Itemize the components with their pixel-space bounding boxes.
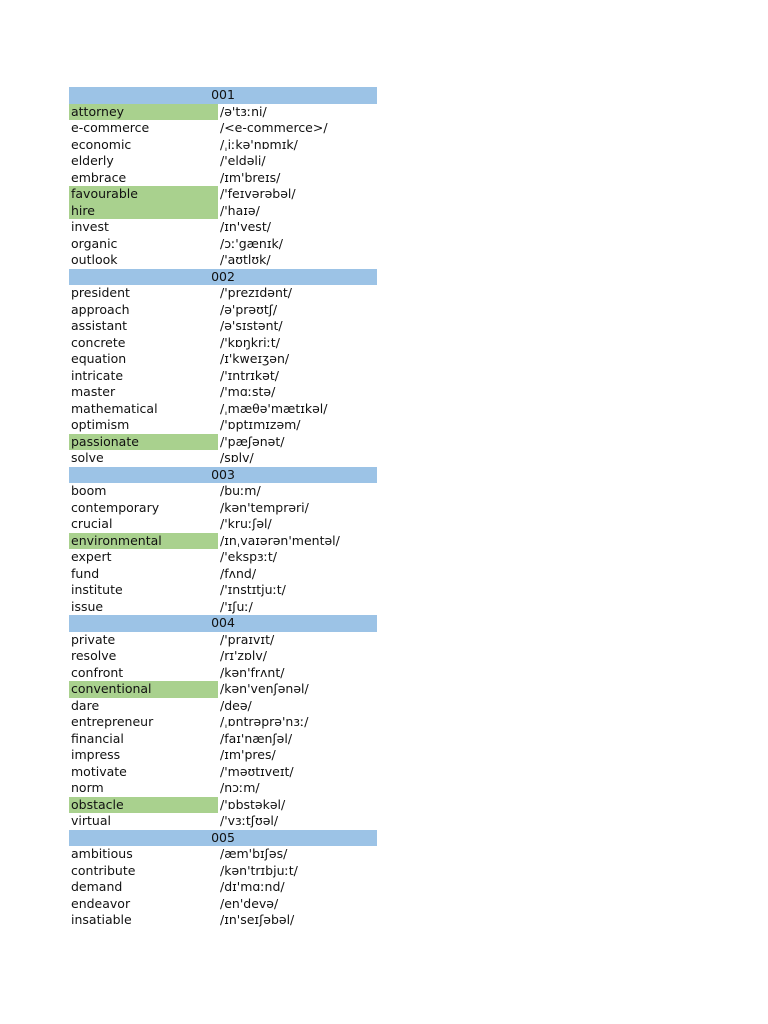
vocab-row [69, 285, 377, 302]
pronunciation-cell: /'kɒŋkriːt/ [220, 334, 280, 350]
vocab-row [69, 599, 377, 616]
vocab-row [69, 582, 377, 599]
word-cell: intricate [71, 367, 124, 383]
word-cell: resolve [71, 648, 117, 663]
pronunciation-cell: /<e-commerce>/ [220, 120, 328, 135]
pronunciation-cell: /ɪn'vest/ [220, 219, 271, 234]
pronunciation-cell: /'məʊtɪveɪt/ [220, 763, 294, 779]
vocab-row [69, 681, 377, 698]
vocab-row [69, 764, 377, 781]
word-cell: fund [71, 565, 100, 581]
vocab-row [69, 731, 377, 748]
word-cell: norm [71, 780, 104, 795]
vocab-row [69, 153, 377, 170]
word-cell: dare [71, 697, 100, 713]
vocab-row [69, 863, 377, 880]
pronunciation-cell: /'prezɪdənt/ [220, 285, 293, 300]
pronunciation-cell: /'vɜːtʃʊəl/ [220, 813, 279, 828]
vocab-row [69, 450, 377, 467]
pronunciation-cell: /dɪ'mɑːnd/ [220, 879, 285, 894]
word-cell: elderly [71, 153, 114, 168]
vocab-row [69, 335, 377, 352]
vocab-row [69, 120, 377, 137]
word-cell: contemporary [71, 499, 160, 515]
word-cell: virtual [71, 813, 111, 828]
word-cell: contribute [71, 862, 136, 878]
vocab-row [69, 483, 377, 500]
vocab-row [69, 846, 377, 863]
pronunciation-cell: /'kruːʃəl/ [220, 516, 272, 531]
pronunciation-cell: /'ɒbstəkəl/ [220, 796, 286, 812]
word-cell: outlook [71, 252, 118, 267]
vocab-row [69, 417, 377, 434]
pronunciation-cell: /ˌɒntrəprə'nɜː/ [220, 714, 309, 729]
pronunciation-cell: /'ɪntrɪkət/ [220, 367, 279, 383]
vocab-row [69, 203, 377, 220]
pronunciation-cell: /sɒlv/ [220, 450, 254, 465]
pronunciation-cell: /ɪ'kweɪʒən/ [220, 351, 290, 366]
vocab-row [69, 401, 377, 418]
pronunciation-cell: /ˌmæθə'mætɪkəl/ [220, 400, 328, 416]
word-cell: crucial [71, 516, 113, 531]
vocab-row [69, 368, 377, 385]
word-cell-highlighted: obstacle [69, 797, 218, 814]
word-cell: president [71, 285, 130, 300]
pronunciation-cell: /ɪn'seɪʃəbəl/ [220, 912, 295, 927]
pronunciation-cell: /ə'tɜːni/ [220, 103, 267, 119]
vocab-row [69, 252, 377, 269]
pronunciation-cell: /ɪm'breɪs/ [220, 169, 281, 185]
pronunciation-cell: /deə/ [220, 697, 252, 713]
group-header: 002 [69, 269, 377, 286]
word-cell: equation [71, 351, 127, 366]
word-cell-highlighted: conventional [69, 681, 218, 698]
vocab-row [69, 186, 377, 203]
word-cell-highlighted: passionate [69, 434, 218, 451]
group-header: 005 [69, 830, 377, 847]
pronunciation-cell: /kən'frʌnt/ [220, 664, 285, 680]
word-cell: economic [71, 136, 132, 152]
vocab-row [69, 698, 377, 715]
vocabulary-sheet [69, 87, 377, 929]
pronunciation-cell: /en'devə/ [220, 895, 279, 911]
vocab-row [69, 780, 377, 797]
word-cell: endeavor [71, 895, 131, 911]
word-cell-highlighted: attorney [69, 104, 218, 121]
word-cell: boom [71, 483, 107, 498]
pronunciation-cell: /kən'trɪbjuːt/ [220, 862, 298, 878]
word-cell: issue [71, 598, 104, 614]
vocab-row [69, 632, 377, 649]
word-cell: invest [71, 219, 109, 234]
pronunciation-cell: /ɪm'pres/ [220, 747, 276, 762]
word-cell: insatiable [71, 912, 132, 927]
vocab-row [69, 137, 377, 154]
word-cell: embrace [71, 169, 127, 185]
word-cell: confront [71, 664, 124, 680]
vocab-row [69, 302, 377, 319]
word-cell: entrepreneur [71, 714, 154, 729]
pronunciation-cell: /ˌiːkə'nɒmɪk/ [220, 136, 298, 152]
word-cell: motivate [71, 763, 127, 779]
pronunciation-cell: /ə'prəʊtʃ/ [220, 301, 278, 317]
word-cell: assistant [71, 318, 128, 333]
pronunciation-cell: /'eldəli/ [220, 153, 266, 168]
pronunciation-cell: /'ɪnstɪtjuːt/ [220, 582, 286, 597]
pronunciation-cell: /'haɪə/ [220, 202, 260, 218]
word-cell: demand [71, 879, 123, 894]
pronunciation-cell: /ə'sɪstənt/ [220, 318, 283, 333]
word-cell: organic [71, 235, 118, 251]
word-cell: approach [71, 301, 130, 317]
vocab-row [69, 104, 377, 121]
group-header: 004 [69, 615, 377, 632]
vocab-row [69, 500, 377, 517]
pronunciation-cell: /kən'venʃənəl/ [220, 681, 309, 696]
vocab-row [69, 912, 377, 929]
word-cell: private [71, 631, 116, 647]
word-cell: ambitious [71, 846, 133, 861]
vocab-row [69, 236, 377, 253]
vocab-row [69, 170, 377, 187]
group-header: 001 [69, 87, 377, 104]
word-cell: optimism [71, 417, 130, 432]
word-cell: mathematical [71, 400, 158, 416]
vocab-row [69, 219, 377, 236]
vocab-row [69, 714, 377, 731]
vocab-row [69, 566, 377, 583]
pronunciation-cell: /'feɪvərəbəl/ [220, 186, 296, 201]
pronunciation-cell: /'aʊtlʊk/ [220, 252, 271, 267]
pronunciation-cell: /faɪ'nænʃəl/ [220, 730, 293, 746]
pronunciation-cell: /æm'bɪʃəs/ [220, 846, 288, 861]
pronunciation-cell: /'mɑːstə/ [220, 384, 276, 399]
word-cell-highlighted: hire [69, 203, 218, 220]
word-cell: concrete [71, 334, 126, 350]
word-cell: institute [71, 582, 123, 597]
pronunciation-cell: /'ɒptɪmɪzəm/ [220, 417, 301, 432]
word-cell: solve [71, 450, 104, 465]
vocab-row [69, 896, 377, 913]
pronunciation-cell: /kən'temprəri/ [220, 499, 309, 515]
pronunciation-cell: /ɪnˌvaɪərən'mentəl/ [220, 532, 340, 548]
word-cell: master [71, 384, 116, 399]
pronunciation-cell: /fʌnd/ [220, 565, 257, 581]
vocab-row [69, 318, 377, 335]
pronunciation-cell: /'ekspɜːt/ [220, 549, 277, 564]
vocab-row [69, 549, 377, 566]
vocab-row [69, 434, 377, 451]
vocab-row [69, 516, 377, 533]
word-cell: expert [71, 549, 112, 564]
pronunciation-cell: /nɔːm/ [220, 780, 260, 795]
word-cell: financial [71, 730, 124, 746]
vocab-row [69, 384, 377, 401]
pronunciation-cell: /'pæʃənət/ [220, 433, 285, 449]
vocab-row [69, 533, 377, 550]
word-cell-highlighted: favourable [69, 186, 218, 203]
vocab-row [69, 747, 377, 764]
vocab-row [69, 879, 377, 896]
pronunciation-cell: /rɪ'zɒlv/ [220, 648, 268, 663]
pronunciation-cell: /buːm/ [220, 483, 261, 498]
pronunciation-cell: /ɔː'gænɪk/ [220, 235, 283, 251]
pronunciation-cell: /'praɪvɪt/ [220, 631, 275, 647]
pronunciation-cell: /'ɪʃuː/ [220, 598, 253, 614]
vocab-row [69, 665, 377, 682]
vocab-row [69, 813, 377, 830]
vocab-row [69, 797, 377, 814]
word-cell-highlighted: environmental [69, 533, 218, 550]
group-header: 003 [69, 467, 377, 484]
vocab-row [69, 351, 377, 368]
word-cell: impress [71, 747, 121, 762]
vocab-row [69, 648, 377, 665]
word-cell: e-commerce [71, 120, 150, 135]
